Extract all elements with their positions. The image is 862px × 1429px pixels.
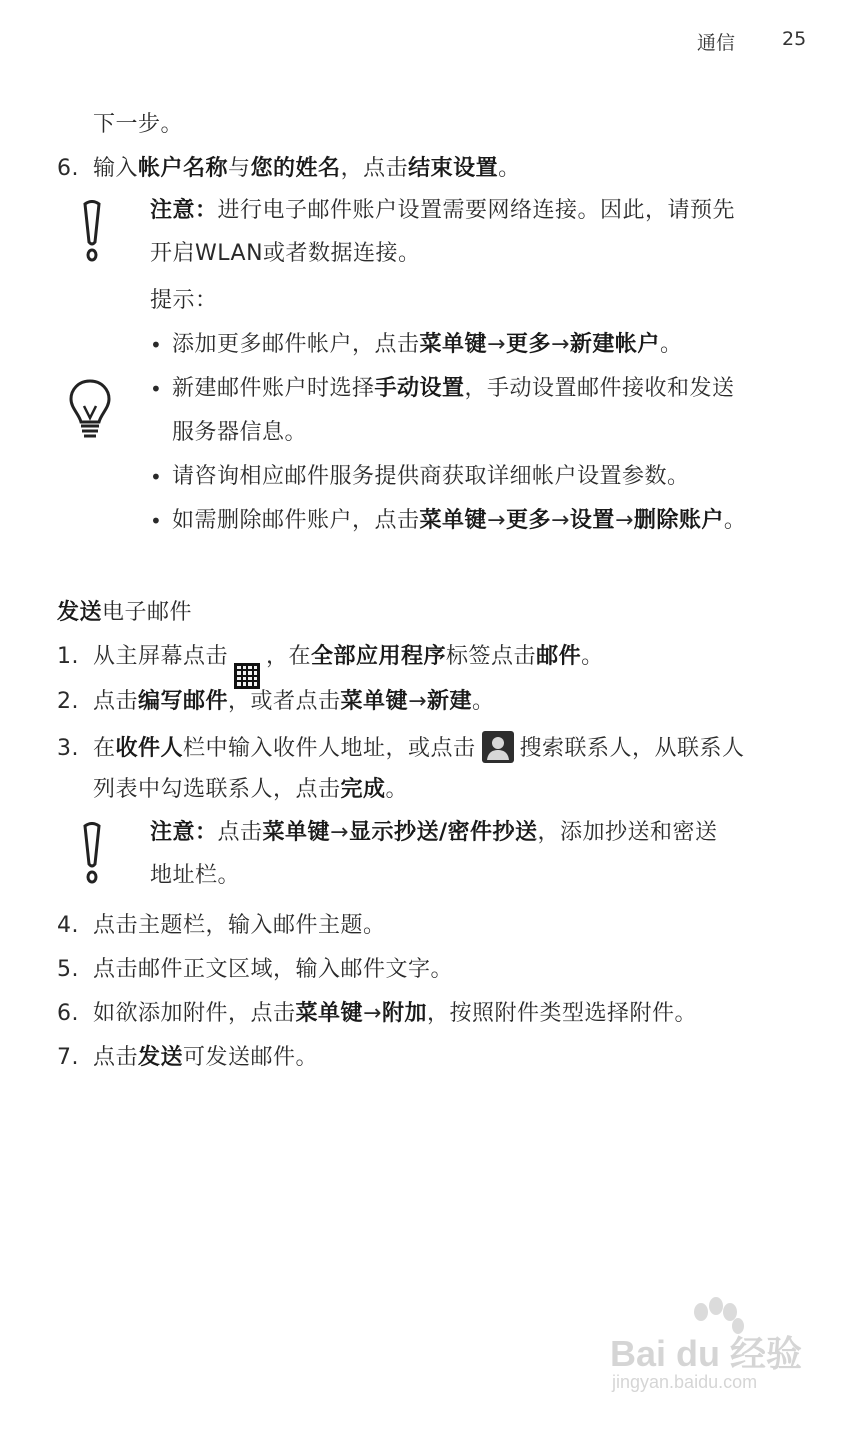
send-step-3: 3. 在收件人栏中输入收件人地址，或点击 搜索联系人，从联系人 [57, 731, 745, 764]
all-apps-grid-icon [234, 663, 260, 689]
setup-step-6: 6. 输入帐户名称与您的姓名，点击结束设置。 [57, 156, 521, 181]
send-step-7: 7. 点击发送可发送邮件。 [57, 1045, 319, 1070]
watermark-url: jingyan.baidu.com [612, 1372, 758, 1392]
send-step-5: 5. 点击邮件正文区域，输入邮件文字。 [57, 957, 454, 982]
tip-bullet-2-cont: 服务器信息。 [172, 420, 308, 445]
send-step-6: 6. 如欲添加附件，点击菜单键→附加，按照附件类型选择附件。 [57, 1001, 697, 1026]
watermark-brand: Bai du 经验 [610, 1333, 803, 1374]
send-step-2: 2. 点击编写邮件，或者点击菜单键→新建。 [57, 689, 495, 714]
note-line-1: 注意：进行电子邮件账户设置需要网络连接。因此，请预先 [150, 198, 736, 223]
send-step-4: 4. 点击主题栏，输入邮件主题。 [57, 913, 386, 938]
send-step-1: 1. 从主屏幕点击 ，在全部应用程序标签点击邮件。 [57, 642, 604, 689]
lightbulb-icon [68, 378, 112, 442]
baidu-watermark [606, 1290, 816, 1400]
note2-line-1: 注意：点击菜单键→显示抄送/密件抄送，添加抄送和密送 [150, 820, 718, 845]
exclamation-icon [78, 822, 106, 886]
tip-bullet-1: • 添加更多邮件帐户，点击菜单键→更多→新建帐户。 [150, 332, 683, 357]
contact-person-icon [482, 731, 514, 763]
exclamation-icon [78, 200, 106, 264]
step-number: 6. [57, 156, 79, 181]
tip-bullet-3: • 请咨询相应邮件服务提供商获取详细帐户设置参数。 [150, 464, 690, 489]
send-step-3-cont: 列表中勾选联系人，点击完成。 [93, 777, 409, 802]
tips-title: 提示： [150, 288, 218, 313]
continuation-text: 下一步。 [93, 112, 184, 137]
tip-bullet-4: • 如需删除邮件账户，点击菜单键→更多→设置→删除账户。 [150, 508, 747, 533]
note-line-2: 开启WLAN或者数据连接。 [150, 241, 421, 266]
note2-line-2: 地址栏。 [150, 863, 241, 888]
page-number: 25 [782, 28, 807, 50]
tip-bullet-2: • 新建邮件账户时选择手动设置，手动设置邮件接收和发送 [150, 376, 735, 401]
header-section: 通信 [697, 32, 736, 54]
section-heading: 发送电子邮件 [57, 600, 193, 625]
